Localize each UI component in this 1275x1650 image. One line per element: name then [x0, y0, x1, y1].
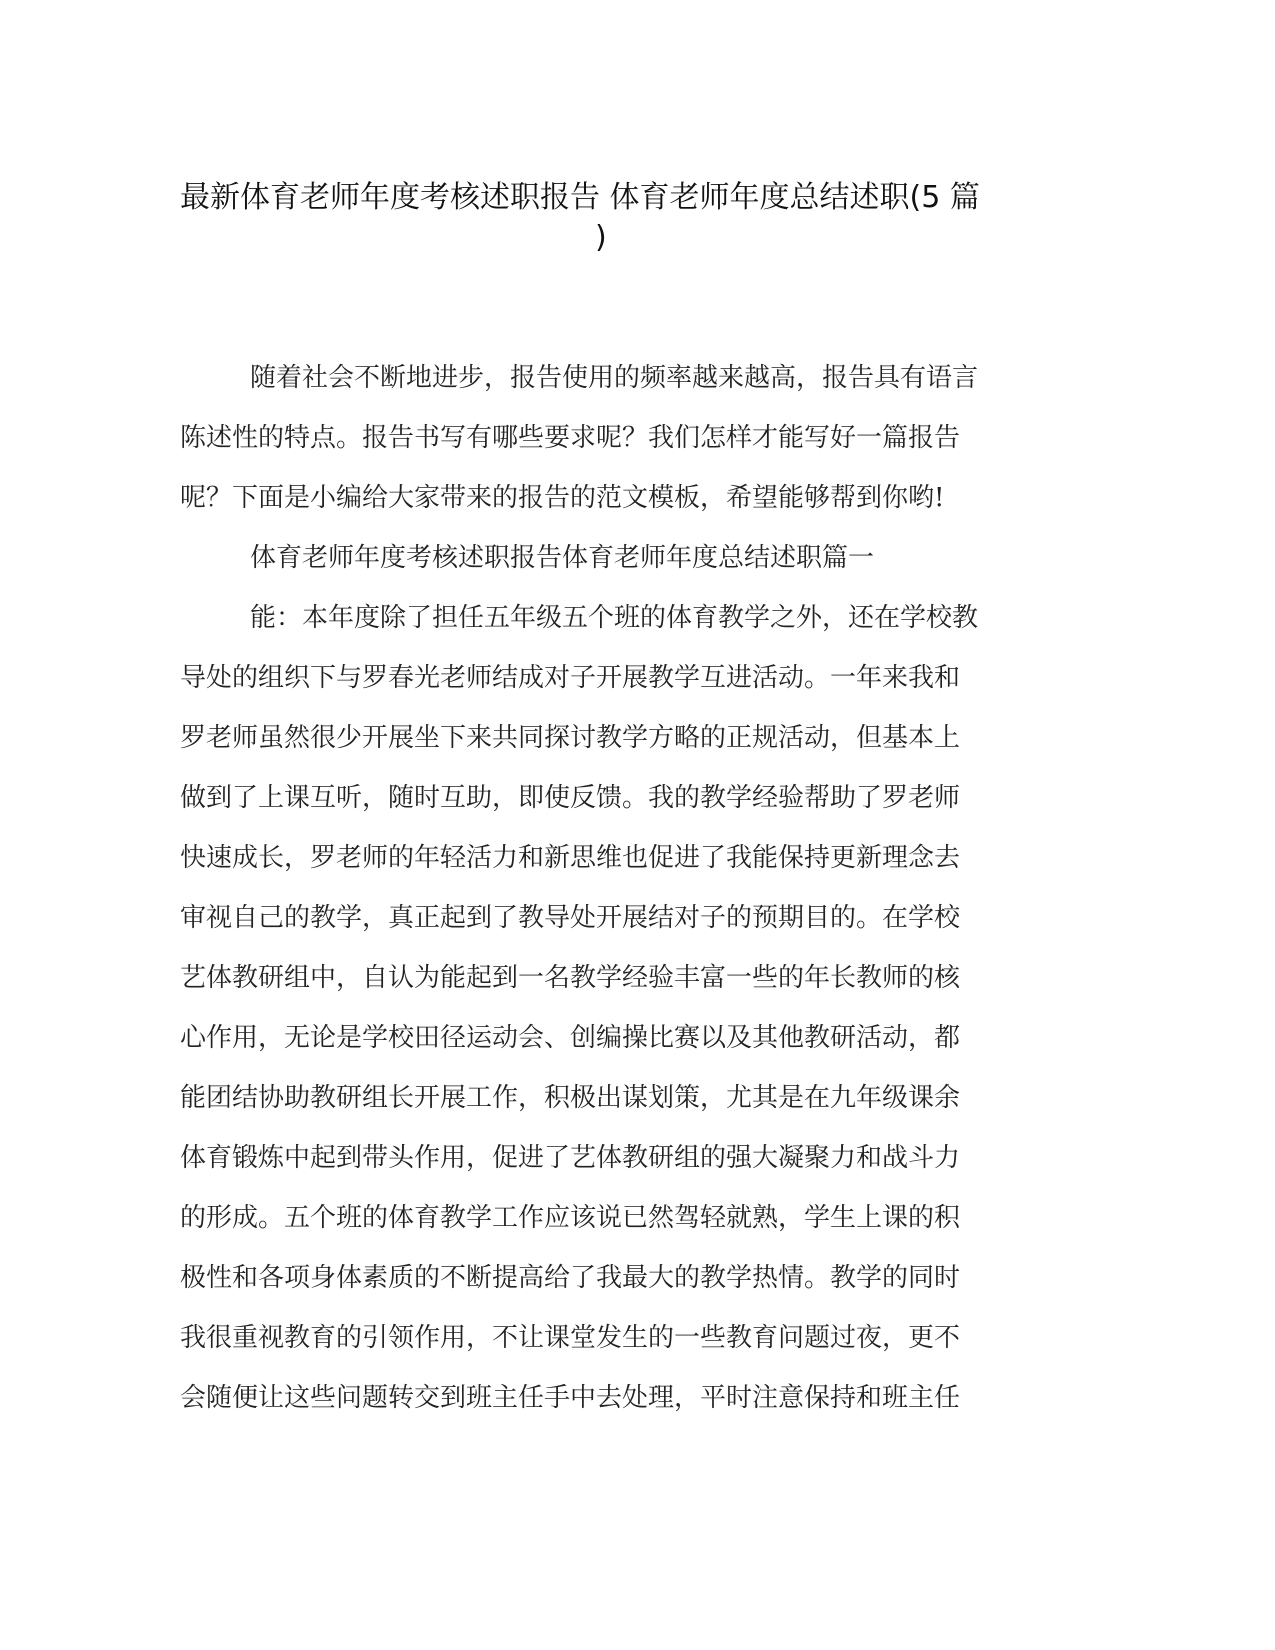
text-line: 罗老师虽然很少开展坐下来共同探讨教学方略的正规活动，但基本上	[180, 723, 961, 753]
text-line: 能团结协助教研组长开展工作，积极出谋划策，尤其是在九年级课余	[180, 1083, 961, 1113]
section-heading: 体育老师年度考核述职报告体育老师年度总结述职篇一	[250, 543, 875, 573]
text-line: 做到了上课互听，随时互助，即使反馈。我的教学经验帮助了罗老师	[180, 783, 961, 813]
text-line: 我很重视教育的引领作用，不让课堂发生的一些教育问题过夜，更不	[180, 1323, 961, 1353]
text-line: 会随便让这些问题转交到班主任手中去处理，平时注意保持和班主任	[180, 1383, 961, 1413]
title-line-1: 最新体育老师年度考核述职报告 体育老师年度总结述职(5 篇	[180, 180, 980, 215]
text-line: 艺体教研组中，自认为能起到一名教学经验丰富一些的年长教师的核	[180, 963, 961, 993]
title-line-2: )	[595, 220, 607, 255]
text-line: 体育锻炼中起到带头作用，促进了艺体教研组的强大凝聚力和战斗力	[180, 1143, 961, 1173]
text-line: 快速成长，罗老师的年轻活力和新思维也促进了我能保持更新理念去	[180, 843, 961, 873]
text-line: 导处的组织下与罗春光老师结成对子开展教学互进活动。一年来我和	[180, 663, 961, 693]
document-title	[180, 178, 1080, 258]
text-line: 能：本年度除了担任五年级五个班的体育教学之外，还在学校教	[250, 603, 979, 633]
text-line: 审视自己的教学，真正起到了教导处开展结对子的预期目的。在学校	[180, 903, 961, 933]
text-line: 随着社会不断地进步，报告使用的频率越来越高，报告具有语言	[250, 363, 979, 393]
text-line: 的形成。五个班的体育教学工作应该说已然驾轻就熟，学生上课的积	[180, 1203, 961, 1233]
document-body	[180, 348, 1030, 1428]
text-line: 极性和各项身体素质的不断提高给了我最大的教学热情。教学的同时	[180, 1263, 961, 1293]
text-line: 陈述性的特点。报告书写有哪些要求呢？我们怎样才能写好一篇报告	[180, 423, 961, 453]
text-line: 心作用，无论是学校田径运动会、创编操比赛以及其他教研活动，都	[180, 1023, 961, 1053]
text-line: 呢？下面是小编给大家带来的报告的范文模板，希望能够帮到你哟!	[180, 483, 945, 513]
